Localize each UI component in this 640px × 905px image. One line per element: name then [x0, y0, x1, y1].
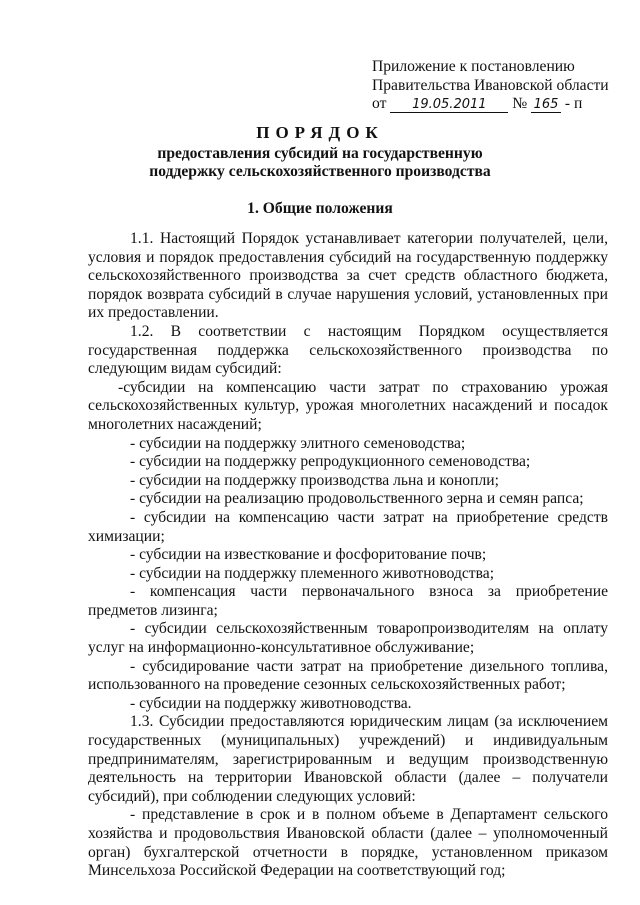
resolution-number: 165 — [531, 98, 561, 113]
subsidy-item: - компенсация части первоначального взноса за приобретение предметов лизинга; — [88, 583, 608, 619]
subsidy-item: -субсидии на компенсацию части затрат по страхованию урожая сельскохозяйственных культур, урожая многолетних насаждений и посадок многолетних насаждений; — [88, 378, 608, 433]
subsidy-item: - субсидии на поддержку производства льна и конопли; — [130, 471, 499, 489]
number-label: № — [512, 95, 528, 112]
subsidy-item: - субсидии на поддержку элитного семеноводства; — [130, 434, 466, 452]
subsidy-item: - субсидии на поддержку репродукционного семеноводства; — [130, 453, 531, 471]
number-suffix: - п — [564, 95, 583, 112]
condition-item: - представление в срок и в полном объеме в Департамент сельского хозяйства и продовольствия Ивановской области (далее – уполномоченный орган) бухгалтерской отчетности в порядке, установленном приказом Минсельхоза Российской Федерации на соответствующий год; — [88, 806, 608, 880]
subsidy-item: - субсидии на поддержку племенного животноводства; — [130, 564, 495, 582]
document-title: ПОРЯДОК — [256, 123, 384, 142]
attachment-date-line — [372, 95, 612, 114]
subsidy-item: - субсидии на компенсацию части затрат на приобретение средств химизации; — [88, 508, 608, 545]
paragraph-1-3: 1.3. Субсидии предоставляются юридическим лицам (за исключением государственных (муниципальных) учреждений) и индивидуальным предпринимателям, зарегистрированным и ведущим производственную деятельность на территории Ивановской области (далее – получатели субсидий), при соблюдении следующих условий: — [88, 713, 608, 805]
document-subtitle-2: поддержку сельскохозяйственного производства — [149, 163, 491, 180]
attachment-line-2: Правительства Ивановской области — [372, 77, 609, 94]
document-body — [88, 230, 608, 881]
attachment-line-1: Приложение к постановлению — [372, 58, 575, 75]
from-label: от — [372, 95, 387, 112]
document-subtitle-1: предоставления субсидий на государственную — [157, 145, 483, 162]
subsidy-item: - субсидирование части затрат на приобретение дизельного топлива, использованного на проведение сезонных сельскохозяйственных работ; — [88, 657, 608, 694]
subsidy-item: - субсидии на известкование и фосфоритование почв; — [130, 546, 487, 564]
subsidy-item: - субсидии на реализацию продовольственного зерна и семян рапса; — [130, 490, 584, 508]
paragraph-1-1: 1.1. Настоящий Порядок устанавливает категории получателей, цели, условия и порядок предоставления субсидий на государственную поддержку сельскохозяйственного производства за счет средств областного бюджета, порядок возврата субсидий в случае нарушения условий, установленных при их предоставлении. — [88, 230, 608, 322]
subsidy-item: - субсидии на поддержку животноводства. — [130, 694, 412, 712]
resolution-date: 19.05.2011 — [390, 98, 508, 113]
section-heading: 1. Общие положения — [247, 200, 393, 217]
subsidy-item: - субсидии сельскохозяйственным товаропроизводителям на оплату услуг на информационно-консультативное обслуживание; — [88, 620, 608, 657]
paragraph-1-2: 1.2. В соответствии с настоящим Порядком осуществляется государственная поддержка сельскохозяйственного производства по следующим видам субсидий: — [88, 322, 608, 378]
